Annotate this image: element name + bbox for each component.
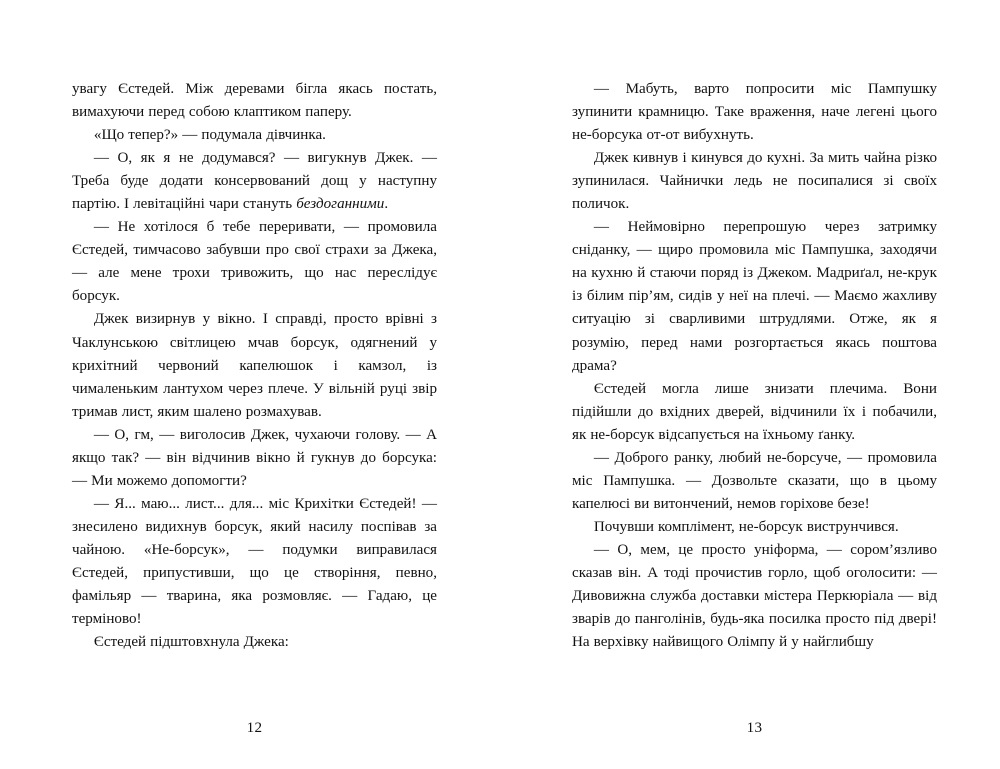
paragraph: Джек кивнув і кинувся до кухні. За мить чайна різко зупинилася. Чайнички ледь не посипалися зі своїх поличок. [572, 150, 937, 213]
paragraph: — О, гм, — виголосив Джек, чухаючи голову. — А якщо так? — він відчинив вікно й гукнув до борсука: — Ми можемо допомогти? [72, 426, 437, 489]
paragraph: — Неймовірно перепрошую через затримку сніданку, — щиро промовила міс Пампушка, заходячи на кухню й стаючи поряд із Джеком. Мадриґал, не-крук із білим пір’ям, сидів у неї на плечі. — Маємо жахливу ситуацію зі сварливими штрудлями. Отже, як я розумію, перед нами розгортається якась поштова драма? [572, 219, 937, 374]
italic-emphasis: бездоганними [296, 196, 385, 213]
paragraph: — Я... маю... лист... для... міс Крихітки Єстедей! — знесилено видихнув борсук, який насилу поспівав за чайною. «Не-борсук», — подумки виправилася Єстедей, припустивши, що це створіння, певно, фамільяр — тварина, яка розмовляє. — Гадаю, це терміново! [72, 495, 437, 628]
paragraph-text: — О, як я не додумався? — вигукнув Джек. — Треба буде додати консервований дощ у наступну партію. І левітаційні чари стануть [72, 150, 437, 213]
paragraph: — О, мем, це просто уніформа, — сором’язливо сказав він. А тоді прочистив горло, щоб оголосити: — Дивовижна служба доставки містера Перкюріала — від зварів до панголінів, будь-яка посилка просто під двері! На верхівку найвищого Олімпу й у найглибшу [572, 541, 937, 651]
page-number-left: 12 [246, 719, 263, 736]
paragraph: увагу Єстедей. Між деревами бігла якась постать, вимахуючи перед собою клаптиком паперу. [72, 81, 437, 121]
paragraph: «Що тепер?» — подумала дівчинка. [93, 127, 326, 144]
paragraph: Єстедей могла лише знизати плечима. Вони підійшли до вхідних дверей, відчинили їх і побачили, як не-борсук відсапується на їхньому ґанку. [572, 380, 937, 443]
paragraph: Єстедей підштовхнула Джека: [93, 634, 289, 651]
page-right [500, 0, 1000, 769]
paragraph: Джек визирнув у вікно. І справді, просто врівні з Чаклунською світлицею мчав борсук, одягнений у крихітний червоний капелюшок і камзол, із чималеньким лантухом через плече. У вільній руці звір тримав лист, яким шалено розмахував. [72, 311, 437, 420]
paragraph: — Доброго ранку, любий не-борсуче, — промовила міс Пампушка. — Дозвольте сказати, що в цьому капелюсі ви витончений, немов горіхове безе! [572, 449, 937, 512]
paragraph: Почувши комплімент, не-борсук виструнчився. [593, 518, 899, 535]
left-page-textblock [72, 78, 437, 654]
paragraph [72, 147, 437, 216]
right-page-textblock [572, 78, 937, 654]
paragraph-tail: . [384, 196, 389, 213]
paragraph: — Мабуть, варто попросити міс Пампушку зупинити крамницю. Таке враження, наче легені цього не-борсука от-от вибухнуть. [572, 81, 937, 144]
paragraph: — Не хотілося б тебе переривати, — промовила Єстедей, тимчасово забувши про свої страхи за Джека, — але мене трохи тривожить, що нас переслідує борсук. [72, 219, 437, 305]
page-number-right: 13 [746, 719, 763, 736]
